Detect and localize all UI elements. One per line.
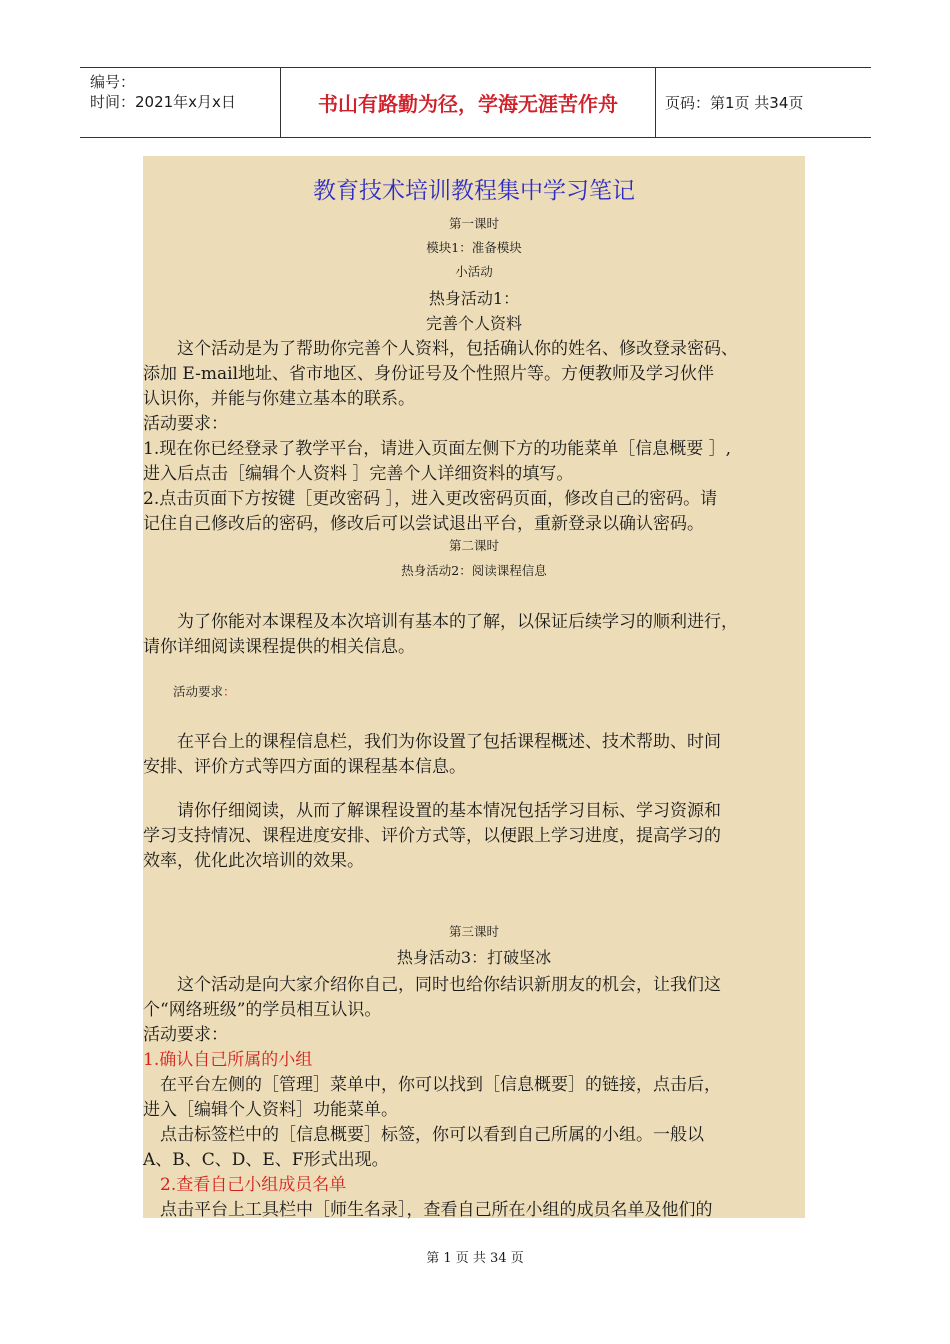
paragraph-line: 学习支持情况、课程进度安排、评价方式等，以便跟上学习进度，提高学习的 [143, 826, 721, 846]
paragraph-line: 这个活动是为了帮助你完善个人资料，包括确认你的姓名、修改登录密码、 [143, 339, 738, 359]
requirement-line: 1.现在你已经登录了教学平台，请进入页面左侧下方的功能菜单［信息概要 ］, [143, 439, 732, 459]
mini-activity-heading: 小活动 [455, 264, 493, 279]
paragraph-line: 点击标签栏中的［信息概要］标签，你可以看到自己所属的小组。一般以 [143, 1125, 704, 1145]
paragraph-line: 安排、评价方式等四方面的课程基本信息。 [143, 757, 466, 777]
paragraph-line: A、B、C、D、E、F形式出现。 [143, 1150, 389, 1170]
subheading-1: 1.确认自己所属的小组 [143, 1050, 313, 1070]
module-heading: 模块1：准备模块 [426, 240, 522, 255]
activity-2-heading: 热身活动2：阅读课程信息 [401, 563, 547, 578]
requirements-label-2 [173, 682, 835, 700]
requirements-colon: ： [223, 684, 236, 699]
activity-3-heading: 热身活动3：打破坚冰 [396, 948, 552, 967]
requirements-label-text: 活动要求 [173, 684, 224, 699]
header-left-cell [80, 68, 281, 137]
lesson-2-heading: 第二课时 [448, 538, 499, 553]
paragraph-line: 认识你，并能与你建立基本的联系。 [143, 389, 415, 409]
page-footer: 第 1 页 共 34 页 [426, 1251, 524, 1266]
document-body [143, 156, 805, 1218]
requirements-label: 活动要求： [143, 414, 228, 434]
paragraph-line: 请你仔细阅读，从而了解课程设置的基本情况包括学习目标、学习资源和 [143, 801, 721, 821]
paragraph-line: 效率，优化此次培训的效果。 [143, 851, 364, 871]
subheading-2: 2.查看自己小组成员名单 [143, 1175, 347, 1195]
requirements-label-3: 活动要求： [143, 1025, 228, 1045]
time-label: 时间：2021年x月x日 [90, 93, 236, 111]
lesson-3-heading: 第三课时 [448, 924, 499, 939]
paragraph-line: 请你详细阅读课程提供的相关信息。 [143, 637, 415, 657]
activity-1-title: 完善个人资料 [425, 314, 522, 333]
page-info: 页码：第1页 共34页 [665, 94, 804, 112]
lesson-1-heading: 第一课时 [448, 216, 499, 231]
paragraph-line: 添加 E-mail地址、省市地区、身份证号及个性照片等。方便教师及学习伙伴 [143, 364, 715, 384]
requirement-line: 记住自己修改后的密码，修改后可以尝试退出平台，重新登录以确认密码。 [143, 514, 704, 534]
paragraph-line: 为了你能对本课程及本次培训有基本的了解，以保证后续学习的顺利进行， [143, 612, 738, 632]
paragraph-line: 这个活动是向大家介绍你自己，同时也给你结识新朋友的机会，让我们这 [143, 975, 721, 995]
paragraph-line: 在平台左侧的［管理］菜单中，你可以找到［信息概要］的链接，点击后， [143, 1075, 721, 1095]
doc-title: 教育技术培训教程集中学习笔记 [313, 178, 635, 204]
requirement-line: 进入后点击［编辑个人资料 ］完善个人详细资料的填写。 [143, 464, 574, 484]
activity-1-heading: 热身活动1： [428, 289, 520, 308]
paragraph-line: 进入［编辑个人资料］功能菜单。 [143, 1100, 398, 1120]
paragraph-line: 在平台上的课程信息栏，我们为你设置了包括课程概述、技术帮助、时间 [143, 732, 721, 752]
motto: 书山有路勤为径，学海无涯苦作舟 [281, 68, 656, 137]
requirement-line: 2.点击页面下方按键［更改密码 ］，进入更改密码页面，修改自己的密码。请 [143, 489, 718, 509]
paragraph-line: 个“网络班级”的学员相互认识。 [143, 1000, 382, 1020]
code-label: 编号： [90, 73, 136, 91]
page-header [80, 67, 871, 138]
paragraph-line: 点击平台上工具栏中［师生名录］，查看自己所在小组的成员名单及他们的 [143, 1200, 713, 1220]
